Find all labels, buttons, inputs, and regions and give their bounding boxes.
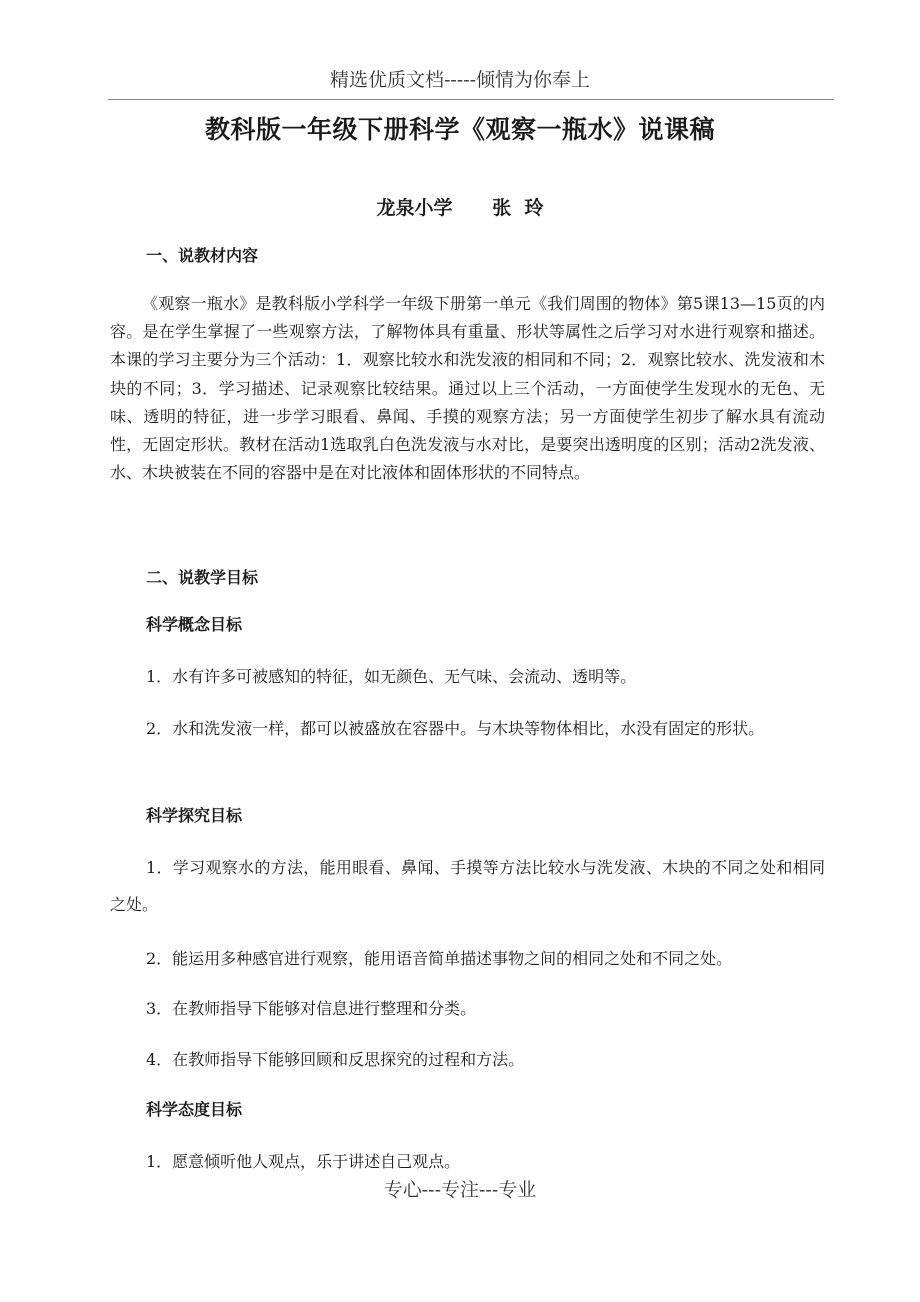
attitude-goal-item: 1．愿意倾听他人观点，乐于讲述自己观点。 <box>146 1152 461 1171</box>
material-paragraph: 《观察一瓶水》是教科版小学科学一年级下册第一单元《我们周围的物体》第5课13—15页的内容。是在学生掌握了一些观察方法，了解物体具有重量、形状等属性之后学习对水进行观察和描述。本课的学习主要分为三个活动：1．观察比较水和洗发液的相同和不同；2．观察比较水、洗发液和木块的不同；3．学习描述、记录观察比较结果。通过以上三个活动，一方面使学生发现水的无色、无味、透明的特征，进一步学习眼看、鼻闻、手摸的观察方法；另一方面使学生初步了解水具有流动性，无固定形状。教材在活动1选取乳白色洗发液与水对比，是要突出透明度的区别；活动2洗发液、水、木块被装在不同的容器中是在对比液体和固体形状的不同特点。 <box>110 294 825 483</box>
page-footer: 专心---专注---专业 <box>383 1179 537 1201</box>
author-line: 龙泉小学 张 玲 <box>376 197 544 219</box>
section-heading-material: 一、说教材内容 <box>146 246 259 265</box>
document-title: 教科版一年级下册科学《观察一瓶水》说课稿 <box>204 115 715 144</box>
inquiry-goal-item: 4．在教师指导下能够回顾和反思探究的过程和方法。 <box>146 1050 525 1069</box>
inquiry-goal-item: 2．能运用多种感官进行观察，能用语音简单描述事物之间的相同之处和不同之处。 <box>146 949 733 968</box>
page-header: 精选优质文档-----倾情为你奉上 <box>329 69 591 91</box>
inquiry-goal-item: 3．在教师指导下能够对信息进行整理和分类。 <box>146 999 477 1018</box>
inquiry-goal-item: 1．学习观察水的方法，能用眼看、鼻闻、手摸等方法比较水与洗发液、木块的不同之处和相同之处。 <box>110 858 825 914</box>
concept-goal-item: 2．水和洗发液一样，都可以被盛放在容器中。与木块等物体相比，水没有固定的形状。 <box>146 719 765 738</box>
header-divider <box>108 99 834 100</box>
subheading-attitude-goals: 科学态度目标 <box>146 1100 243 1119</box>
subheading-concept-goals: 科学概念目标 <box>146 615 243 634</box>
section-heading-goals: 二、说教学目标 <box>146 568 259 587</box>
subheading-inquiry-goals: 科学探究目标 <box>146 806 243 825</box>
concept-goal-item: 1．水有许多可被感知的特征，如无颜色、无气味、会流动、透明等。 <box>146 667 637 686</box>
